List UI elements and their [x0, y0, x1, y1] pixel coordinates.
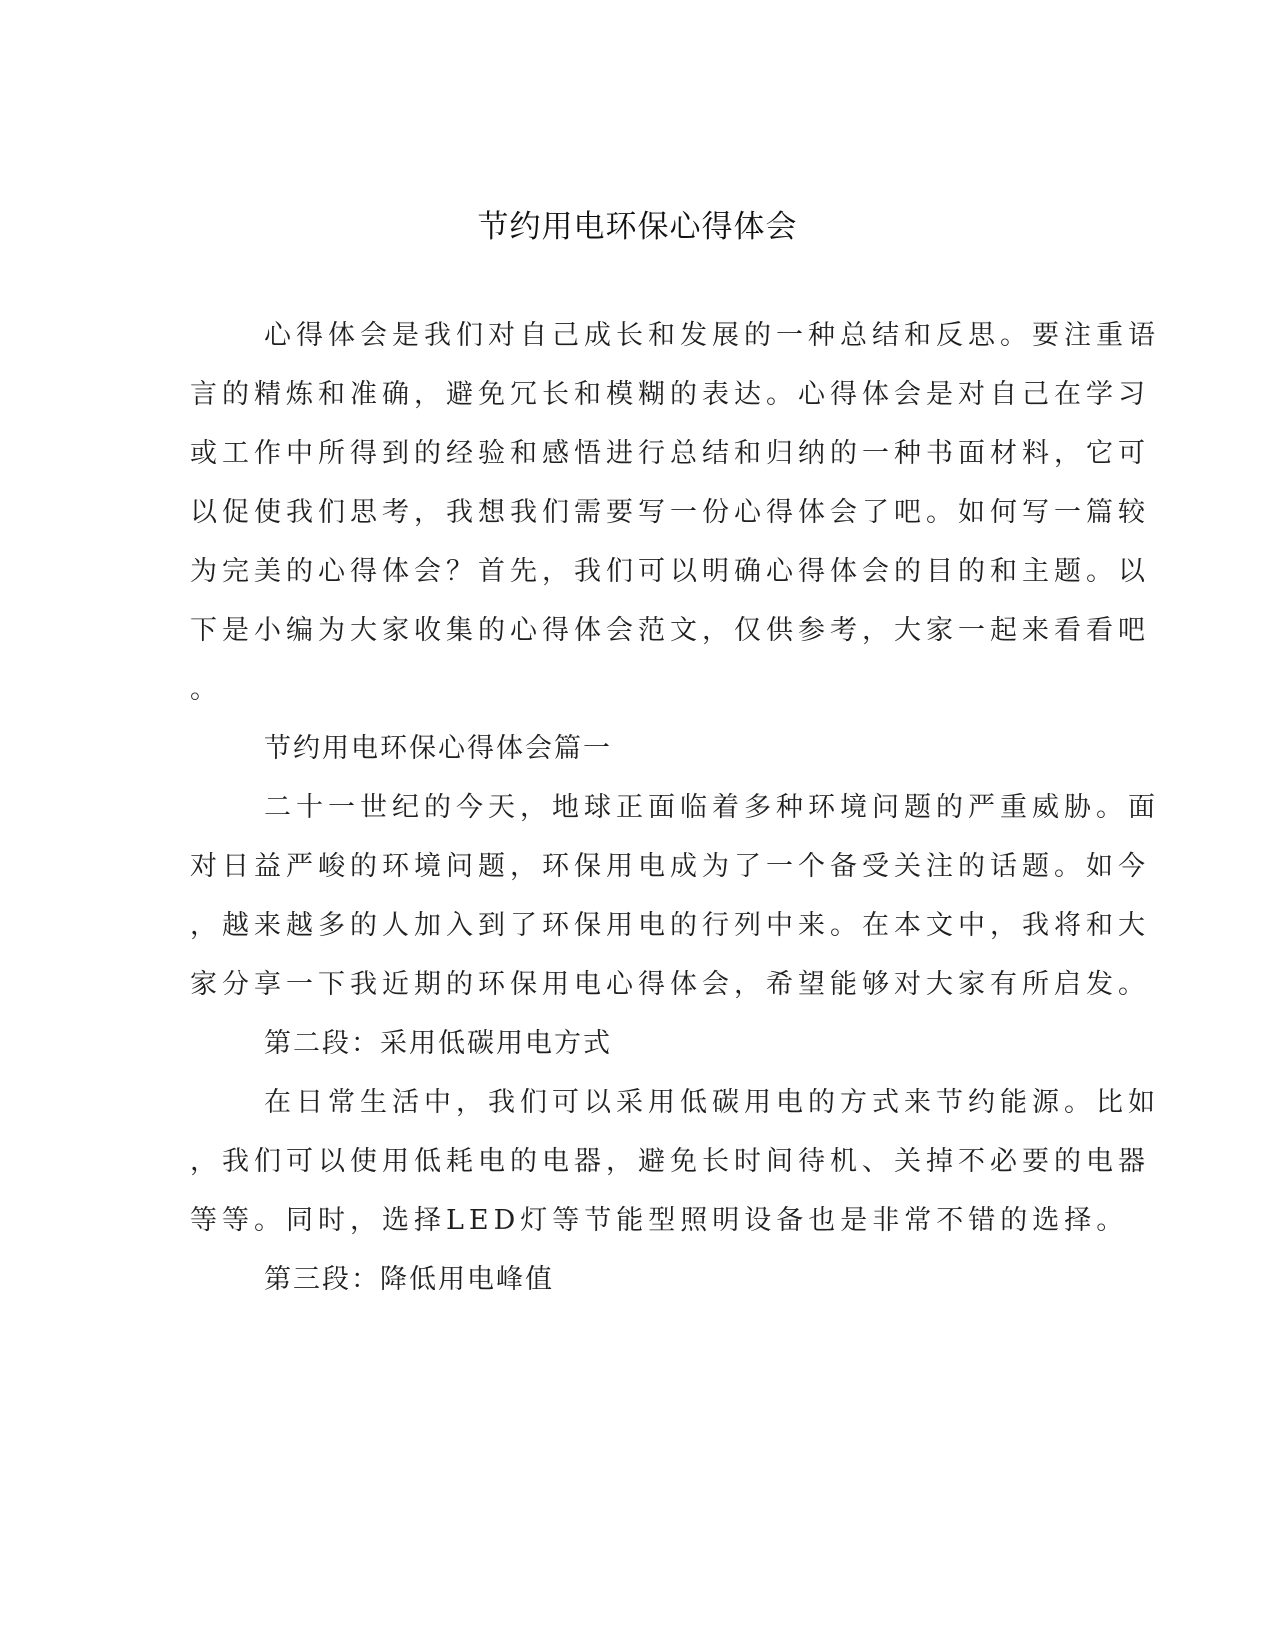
- intro-line-4: 以促使我们思考，我想我们需要写一份心得体会了吧。如何写一篇较: [190, 497, 1150, 528]
- article-title: 节约用电环保心得体会篇一: [264, 733, 612, 764]
- intro-line-2: 言的精炼和准确，避免冗长和模糊的表达。心得体会是对自己在学习: [190, 379, 1150, 410]
- intro-line-6: 下是小编为大家收集的心得体会范文，仅供参考，大家一起来看看吧: [190, 615, 1150, 646]
- para1-line-4: 家分享一下我近期的环保用电心得体会，希望能够对大家有所启发。: [190, 969, 1150, 1000]
- intro-line-3: 或工作中所得到的经验和感悟进行总结和归纳的一种书面材料，它可: [190, 438, 1150, 469]
- para1-line-2: 对日益严峻的环境问题，环保用电成为了一个备受关注的话题。如今: [190, 851, 1150, 882]
- section2-heading: 第二段：采用低碳用电方式: [264, 1028, 612, 1059]
- para2-line-2: ，我们可以使用低耗电的电器，避免长时间待机、关掉不必要的电器: [190, 1146, 1150, 1177]
- intro-line-5: 为完美的心得体会？首先，我们可以明确心得体会的目的和主题。以: [190, 556, 1150, 587]
- intro-line-1: 心得体会是我们对自己成长和发展的一种总结和反思。要注重语: [264, 320, 1160, 351]
- para2-line-1: 在日常生活中，我们可以采用低碳用电的方式来节约能源。比如: [264, 1087, 1160, 1118]
- section3-heading: 第三段：降低用电峰值: [264, 1264, 554, 1295]
- para2-line-3: 等等。同时，选择LED灯等节能型照明设备也是非常不错的选择。: [190, 1205, 1129, 1236]
- para1-line-1: 二十一世纪的今天，地球正面临着多种环境问题的严重威胁。面: [264, 792, 1160, 823]
- intro-line-7: 。: [190, 674, 222, 705]
- para1-line-3: ，越来越多的人加入到了环保用电的行列中来。在本文中，我将和大: [190, 910, 1150, 941]
- document-title: 节约用电环保心得体会: [477, 209, 798, 245]
